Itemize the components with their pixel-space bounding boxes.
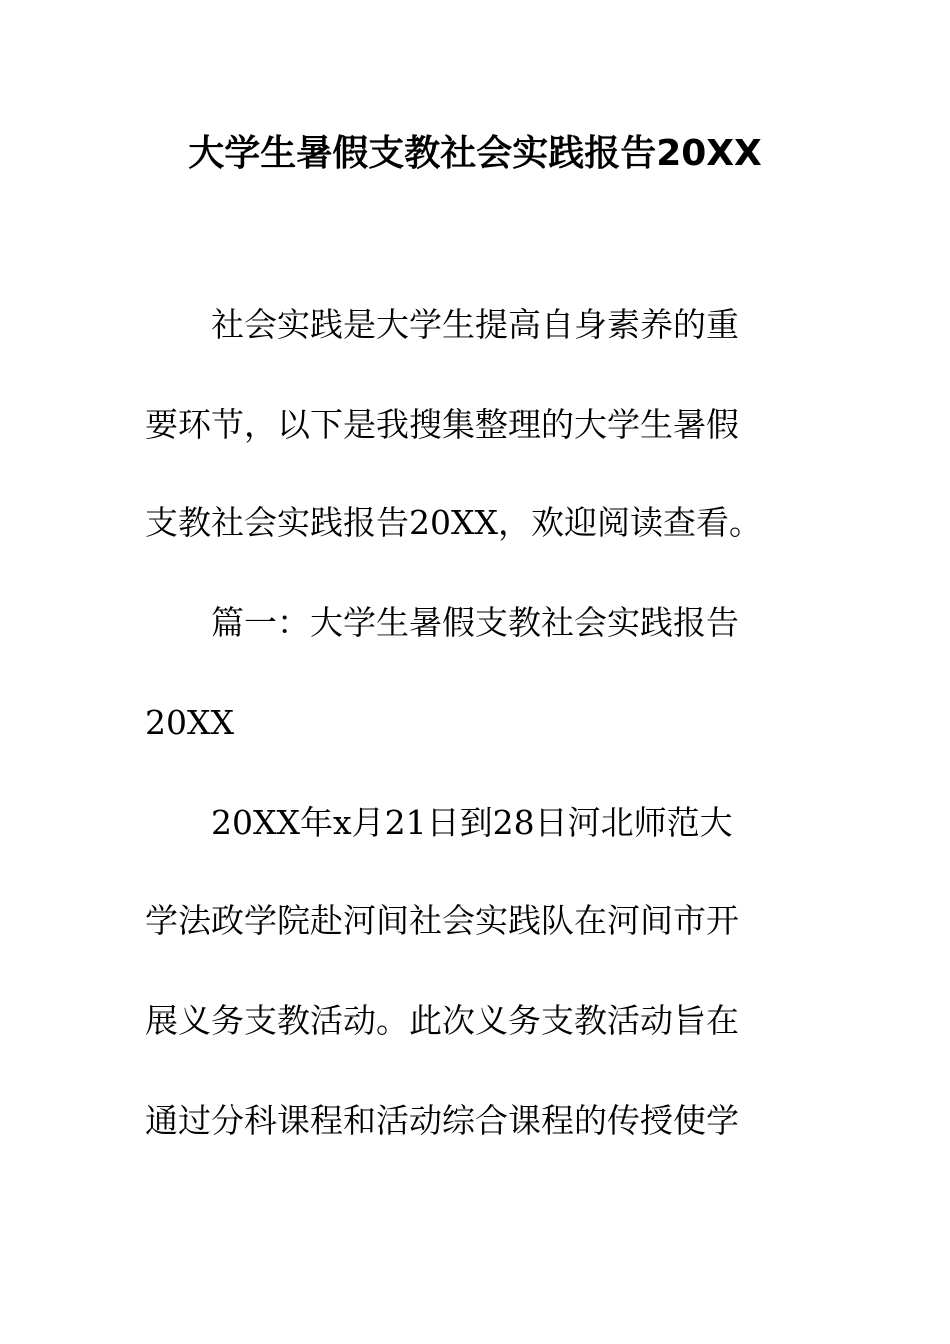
section-heading-line: 20XX [145,703,234,742]
paragraph-line: 通过分科课程和活动综合课程的传授使学 [145,1101,739,1140]
document-title: 大学生暑假支教社会实践报告20XX [188,133,762,174]
paragraph-line: 社会实践是大学生提高自身素养的重 [145,305,739,344]
paragraph-line: 20XX年x月21日到28日河北师范大 [145,803,733,842]
paragraph-line: 支教社会实践报告20XX，欢迎阅读查看。 [145,503,762,542]
section-heading-line: 篇一：大学生暑假支教社会实践报告 [145,603,739,642]
paragraph-line: 要环节，以下是我搜集整理的大学生暑假 [145,405,739,444]
paragraph-line: 展义务支教活动。此次义务支教活动旨在 [145,1001,739,1040]
paragraph-line: 学法政学院赴河间社会实践队在河间市开 [145,901,739,940]
